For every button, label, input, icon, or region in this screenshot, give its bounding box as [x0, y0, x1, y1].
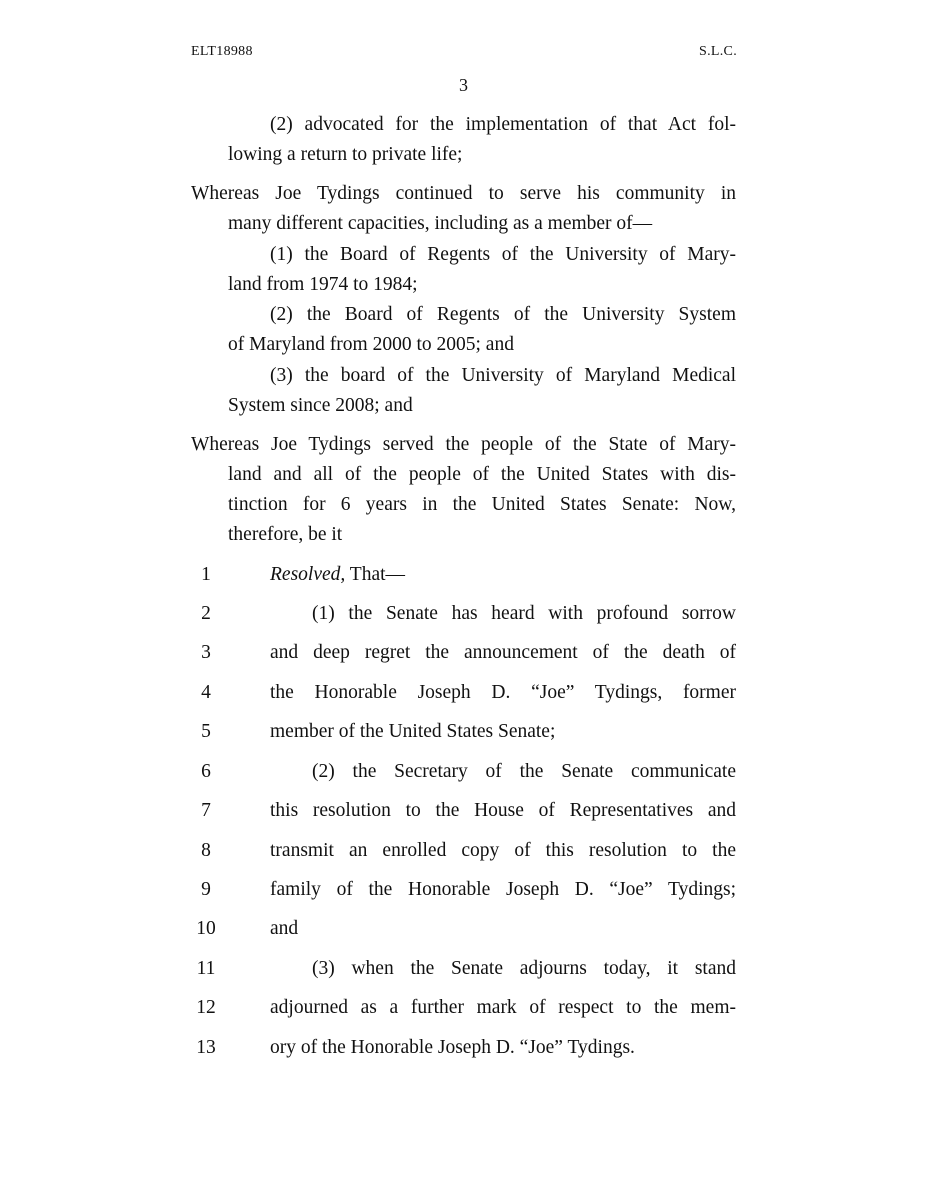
line-number: 13	[196, 1037, 216, 1058]
slc-label: S.L.C.	[699, 44, 737, 59]
preamble-line: Whereas Joe Tydings served the people of the State of Mary-	[191, 434, 736, 455]
preamble-line: (2) the Board of Regents of the University System	[270, 304, 736, 325]
line-number: 7	[201, 800, 211, 821]
preamble-line: many different capacities, including as a member of—	[228, 213, 653, 234]
preamble-line: System since 2008; and	[228, 395, 413, 416]
preamble-line: land from 1974 to 1984;	[228, 274, 418, 295]
preamble-line: land and all of the people of the United States with dis-	[228, 464, 736, 485]
resolution-line: 10 and	[0, 914, 927, 944]
line-number: 3	[201, 642, 211, 663]
preamble-line: tinction for 6 years in the United States Senate: Now,	[228, 494, 736, 515]
page-number: 3	[459, 75, 468, 95]
line-number: 5	[201, 721, 211, 742]
preamble-line: (2) advocated for the implementation of that Act fol-	[270, 114, 736, 135]
document-id: ELT18988	[191, 44, 253, 59]
line-number: 6	[201, 761, 211, 782]
resolution-line: 11 (3) when the Senate adjourns today, it stand	[0, 954, 927, 984]
resolution-line: 2 (1) the Senate has heard with profound sorrow	[0, 599, 927, 629]
resolution-line: 4 the Honorable Joseph D. “Joe” Tydings, former	[0, 678, 927, 708]
resolution-line: 6 (2) the Secretary of the Senate communicate	[0, 757, 927, 787]
preamble-line: Whereas Joe Tydings continued to serve his community in	[191, 183, 736, 204]
line-number: 12	[196, 997, 216, 1018]
resolved-word: Resolved,	[270, 564, 346, 585]
preamble-line: of Maryland from 2000 to 2005; and	[228, 334, 514, 355]
preamble-line: lowing a return to private life;	[228, 144, 463, 165]
line-number: 11	[196, 958, 216, 979]
resolution-line: 8 transmit an enrolled copy of this resolution to the	[0, 836, 927, 866]
preamble-line: (1) the Board of Regents of the University of Mary-	[270, 244, 736, 265]
preamble-line: (3) the board of the University of Maryland Medical	[270, 365, 736, 386]
preamble-line: therefore, be it	[228, 524, 343, 545]
resolution-line: 1 Resolved, That—	[0, 560, 927, 590]
resolution-line: 12 adjourned as a further mark of respect to the mem-	[0, 993, 927, 1023]
line-number: 8	[201, 840, 211, 861]
line-number: 4	[201, 682, 211, 703]
resolution-line: 7 this resolution to the House of Representatives and	[0, 796, 927, 826]
line-number: 9	[201, 879, 211, 900]
resolution-line: 13 ory of the Honorable Joseph D. “Joe” Tydings.	[0, 1033, 927, 1063]
resolution-line: 5 member of the United States Senate;	[0, 717, 927, 747]
resolution-line: 9 family of the Honorable Joseph D. “Joe” Tydings;	[0, 875, 927, 905]
line-number: 10	[196, 918, 216, 939]
line-number: 1	[201, 564, 211, 585]
line-number: 2	[201, 603, 211, 624]
resolution-line: 3 and deep regret the announcement of the death of	[0, 638, 927, 668]
